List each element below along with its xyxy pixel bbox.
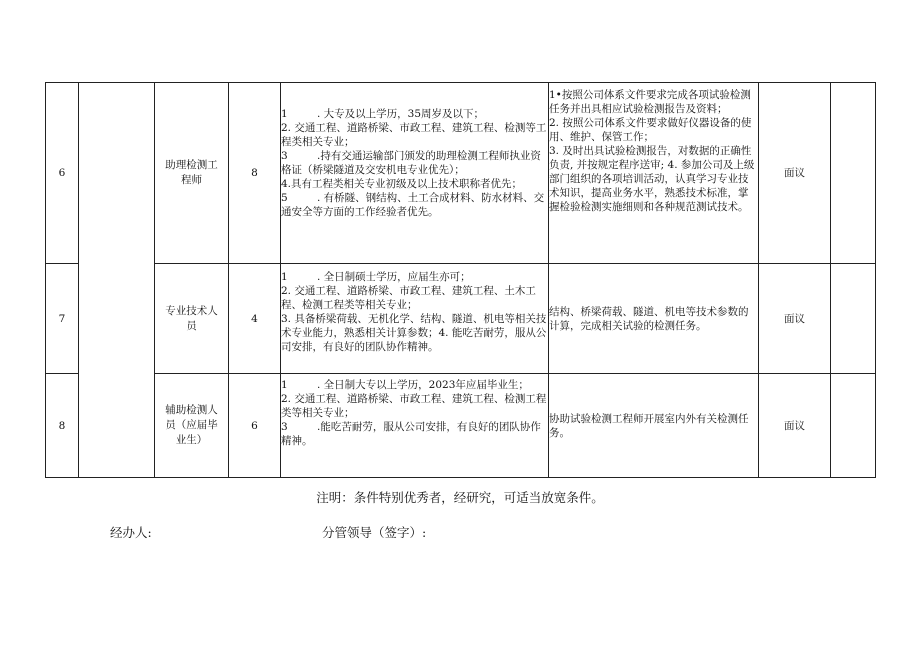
requirements-cell [281,374,549,478]
requirement-line: 2. 交通工程、道路桥梁、市政工程、建筑工程、检测等工程类相关专业； [281,122,547,148]
requirement-line: 4.具有工程类相关专业初级及以上技术职称者优先； [281,178,523,190]
requirement-line: 5 . 有桥隧、钢结构、土工合成材料、防水材料、交通安全等方面的工作经验者优先。 [281,192,545,218]
requirement-line: 2. 交通工程、道路桥梁、市政工程、建筑工程、土木工程、检测工程类等相关专业； [281,285,536,311]
table-row [46,83,876,264]
remark-cell [831,264,876,374]
requirements-cell [281,264,549,374]
requirement-line: 1 . 大专及以上学历，35周岁及以下； [281,108,485,120]
recruitment-table [45,82,876,478]
remark-cell [831,374,876,478]
requirement-line: 1 . 全日制大专以上学历，2023年应届毕业生； [281,379,529,391]
row-index: 6 [46,83,79,264]
hiring-method: 面议 [759,264,831,374]
row-index: 8 [46,374,79,478]
duty-line: 结构、桥梁荷载、隧道、机电等技术参数的计算，完成相关试验的检测任务。 [549,305,749,332]
position-name: 助理检测工程师 [165,159,218,186]
duty-line: 协助试验检测工程师开展室内外有关检测任务。 [549,412,749,439]
duty-line: 3. 及时出具试验检测报告，对数据的正确性负责, 并按规定程序送审; 4. 参加公司及上级部门组织的各项培训活动，认真学习专业技术知识，提高业务水平，熟悉技术标准，掌握检验检测实施细则和各种规范测试技术。 [549,145,755,213]
requirement-line: 3. 具备桥梁荷载、无机化学、结构、隧道、机电等相关技术专业能力，熟悉相关计算参数；4. 能吃苦耐劳，服从公司安排，有良好的团队协作精神。 [281,313,547,353]
remark-cell [831,83,876,264]
duties-cell [549,374,759,478]
position-cell [155,264,229,374]
requirement-line: 3 .能吃苦耐劳，服从公司安排，有良好的团队协作精神。 [281,421,541,447]
position-name: 专业技术人员 [165,304,218,332]
headcount: 8 [229,83,281,264]
position-cell [155,374,229,478]
hiring-method: 面议 [759,83,831,264]
duties-cell [549,264,759,374]
duty-line: 2. 按照公司体系文件要求做好仪器设备的使用、维护、保管工作； [549,117,752,143]
row-index: 7 [46,264,79,374]
requirement-line: 3 .持有交通运输部门颁发的助理检测工程师执业资格证（桥梁隧道及交安机电专业优先）； [281,150,541,176]
table-row [46,264,876,374]
requirements-cell [281,83,549,264]
headcount: 4 [229,264,281,374]
requirement-line: 2. 交通工程、道路桥梁、市政工程、建筑工程、检测工程类等相关专业； [281,393,547,419]
footnote: 注明：条件特别优秀者，经研究，可适当放宽条件。 [316,490,604,505]
hiring-method: 面议 [759,374,831,478]
merged-blank-cell [79,83,155,478]
leader-signature-label: 分管领导（签字）: [322,525,427,540]
requirement-line: 1 . 全日制硕士学历，应届生亦可； [281,271,471,283]
position-name: 辅助检测人员（应届毕业生） [165,404,218,446]
handler-signature-label: 经办人: [110,525,152,540]
duties-cell [549,83,759,264]
duty-line: 1•按照公司体系文件要求完成各项试验检测任务并出具相应试验检测报告及资料； [549,89,751,115]
table-row [46,374,876,478]
headcount: 6 [229,374,281,478]
position-cell [155,83,229,264]
